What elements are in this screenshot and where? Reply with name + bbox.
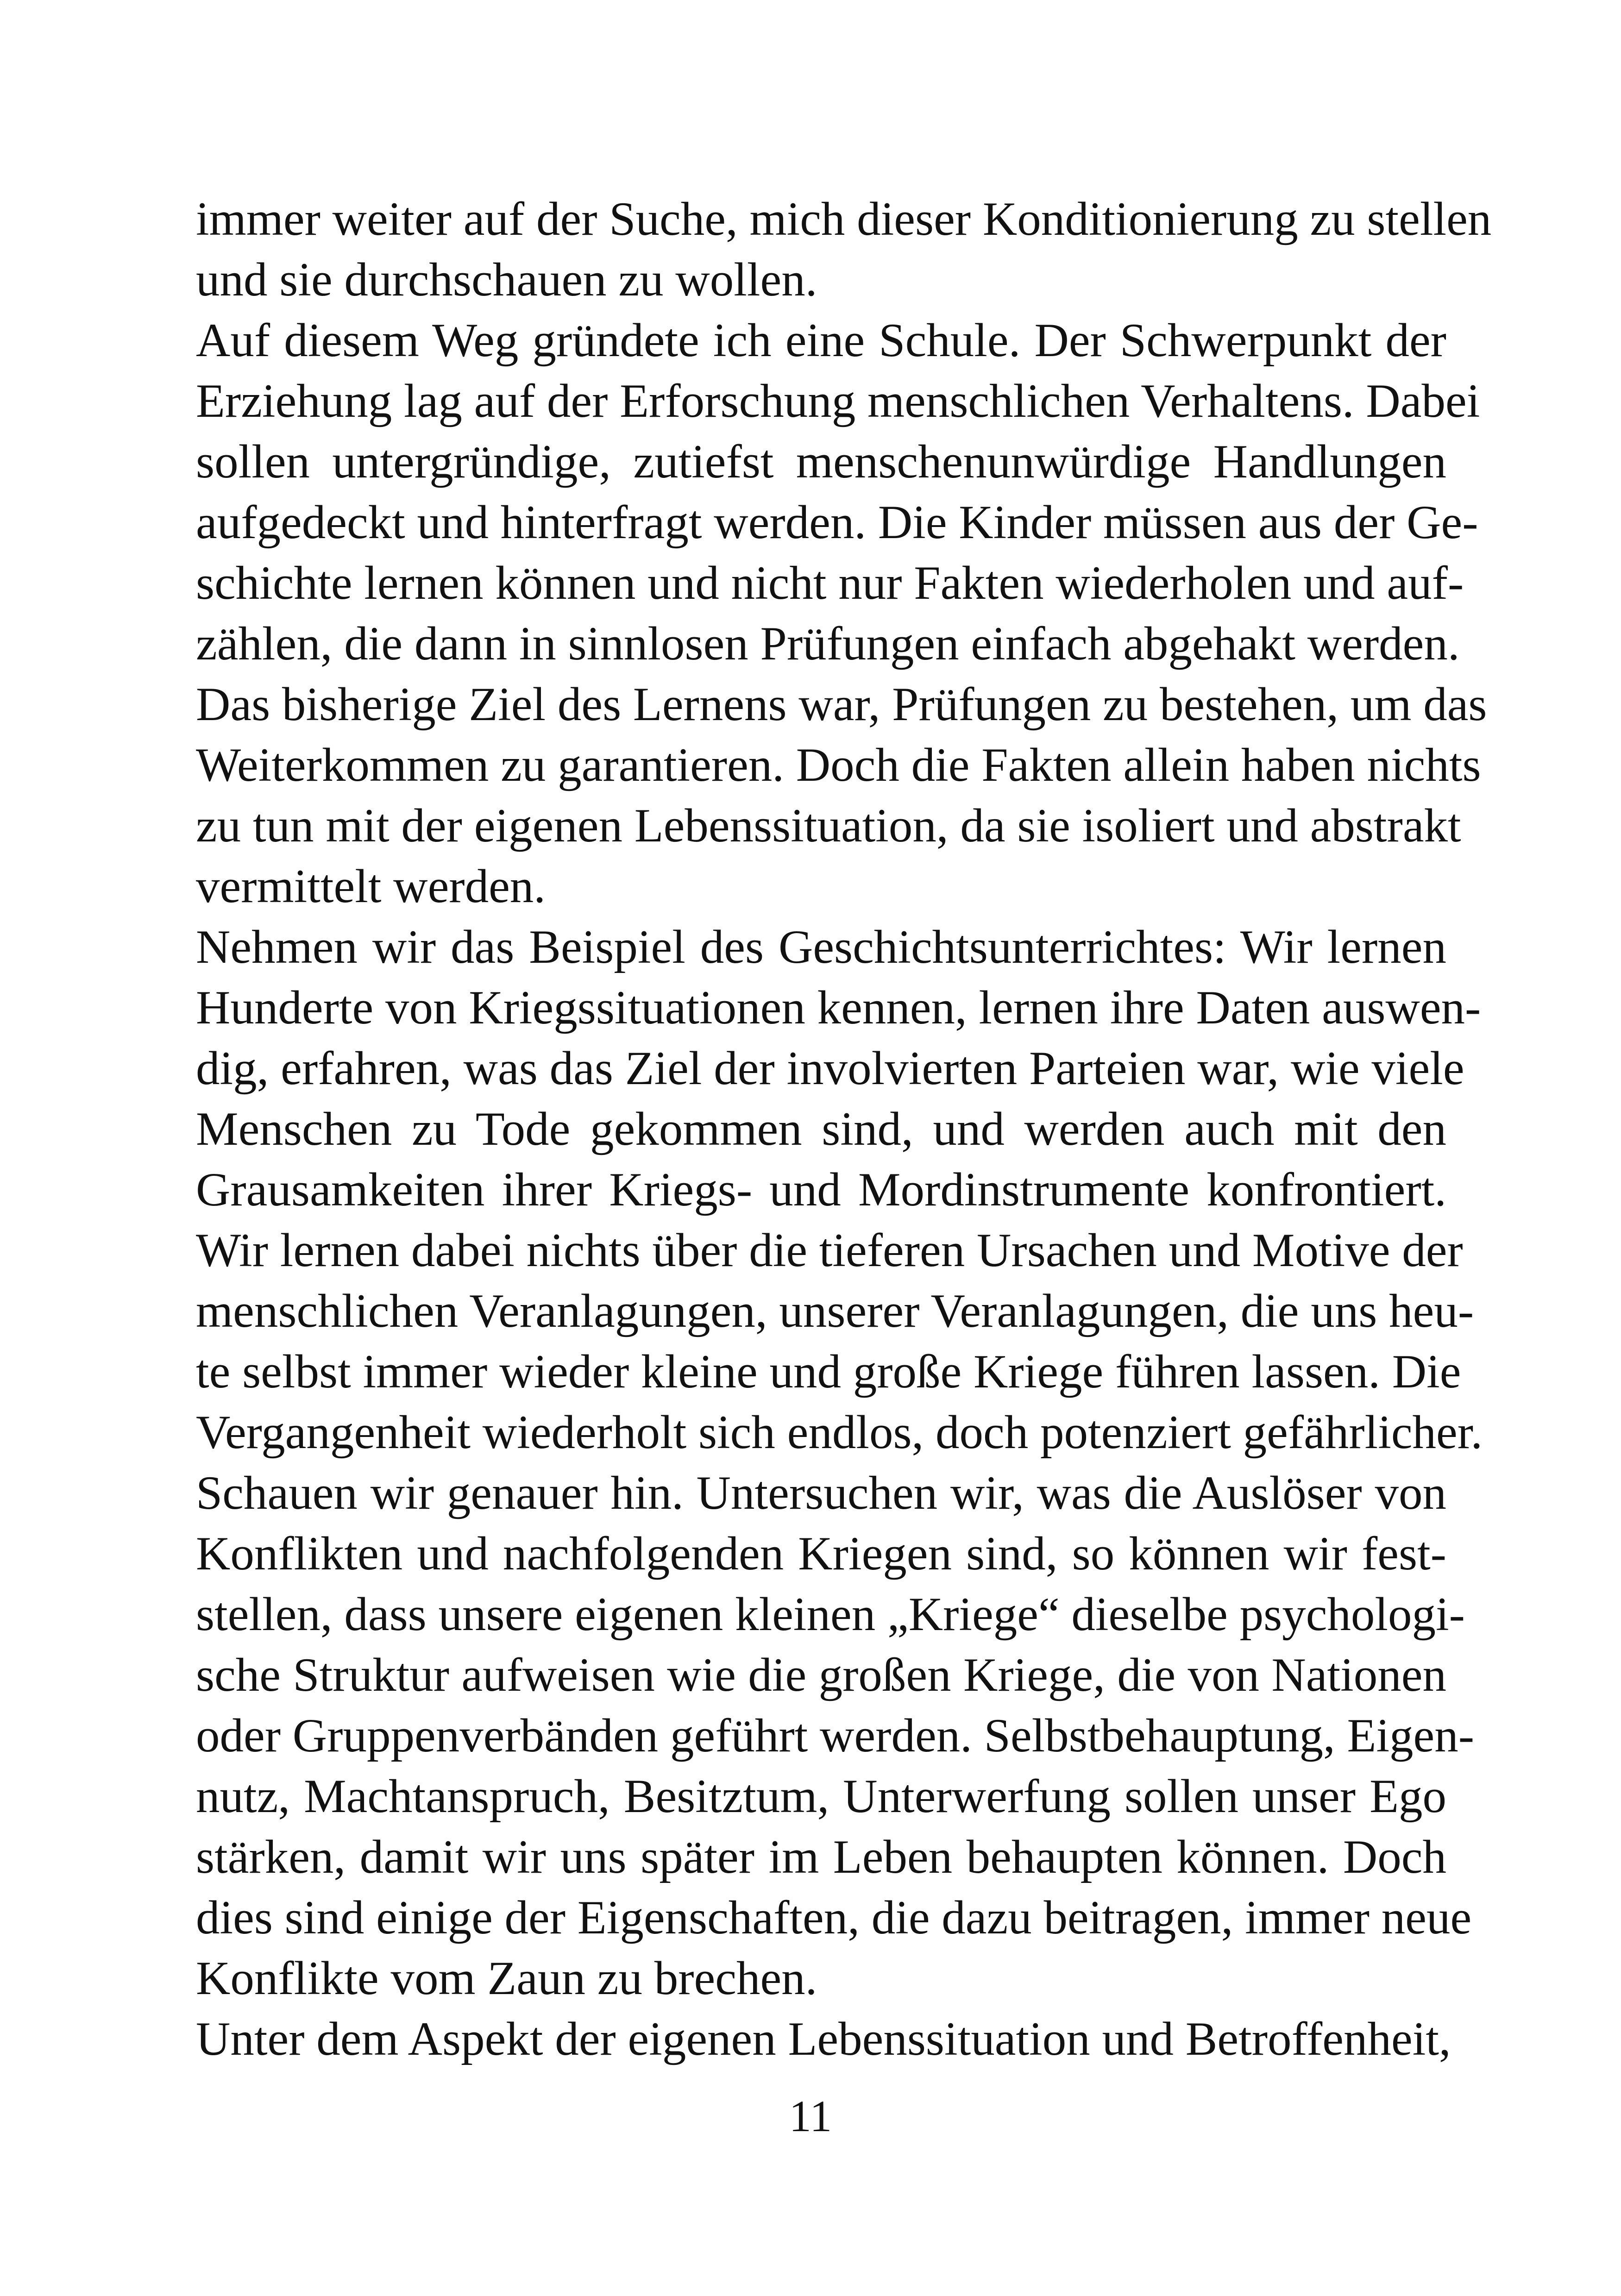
text-line: Menschen zu Tode gekommen sind, und werden auch mit den — [196, 1103, 1446, 1155]
text-line: aufgedeckt und hinterfragt werden. Die Kinder müssen aus der Ge- — [196, 496, 1478, 549]
text-line: Nehmen wir das Beispiel des Geschichtsunterrichtes: Wir lernen — [196, 921, 1446, 973]
text-line: sollen untergründige, zutiefst menschenunwürdige Handlungen — [196, 435, 1446, 488]
text-line: schichte lernen können und nicht nur Fakten wiederholen und auf- — [196, 557, 1464, 609]
body-text — [196, 189, 1492, 2070]
text-line: oder Gruppenverbänden geführt werden. Selbstbehauptung, Eigen- — [196, 1709, 1475, 1762]
text-line: Vergangenheit wiederholt sich endlos, doch potenziert gefährlicher. — [196, 1406, 1483, 1459]
text-line: Grausamkeiten ihrer Kriegs- und Mordinstrumente konfrontiert. — [196, 1163, 1446, 1216]
text-line: dig, erfahren, was das Ziel der involvierten Parteien war, wie viele — [196, 1042, 1464, 1095]
text-line: Unter dem Aspekt der eigenen Lebenssituation und Betroffenheit, — [196, 2013, 1451, 2065]
text-line: Konflikten und nachfolgenden Kriegen sind, so können wir fest- — [196, 1527, 1446, 1580]
text-line: dies sind einige der Eigenschaften, die dazu beitragen, immer neue — [196, 1891, 1472, 1944]
page-number: 11 — [789, 2091, 832, 2141]
text-line: Schauen wir genauer hin. Untersuchen wir, was die Auslöser von — [196, 1467, 1446, 1519]
text-line: Erziehung lag auf der Erforschung menschlichen Verhaltens. Dabei — [196, 375, 1480, 427]
text-line: zählen, die dann in sinnlosen Prüfungen einfach abgehakt werden. — [196, 617, 1460, 670]
text-line: Weiterkommen zu garantieren. Doch die Fakten allein haben nichts — [196, 739, 1481, 791]
text-line: zu tun mit der eigenen Lebenssituation, da sie isoliert und abstrakt — [196, 799, 1461, 852]
text-line: menschlichen Veranlagungen, unserer Veranlagungen, die uns heu- — [196, 1285, 1474, 1337]
text-line: Hunderte von Kriegssituationen kennen, lernen ihre Daten auswen- — [196, 981, 1481, 1034]
text-line: Wir lernen dabei nichts über die tieferen Ursachen und Motive der — [196, 1224, 1463, 1277]
text-line: te selbst immer wieder kleine und große Kriege führen lassen. Die — [196, 1345, 1461, 1398]
text-line: nutz, Machtanspruch, Besitztum, Unterwerfung sollen unser Ego — [196, 1770, 1446, 1823]
text-line: Auf diesem Weg gründete ich eine Schule. Der Schwerpunkt der — [196, 314, 1446, 367]
text-line: Das bisherige Ziel des Lernens war, Prüfungen zu bestehen, um das — [196, 678, 1487, 731]
text-line: vermittelt werden. — [196, 860, 546, 913]
text-line: sche Struktur aufweisen wie die großen Kriege, die von Nationen — [196, 1649, 1446, 1701]
text-line: stellen, dass unsere eigenen kleinen „Kriege“ dieselbe psychologi- — [196, 1588, 1465, 1641]
text-line: und sie durchschauen zu wollen. — [196, 253, 817, 306]
text-line: immer weiter auf der Suche, mich dieser Konditionierung zu stellen — [196, 193, 1492, 245]
text-line: Konflikte vom Zaun zu brechen. — [196, 1952, 817, 2005]
text-line: stärken, damit wir uns später im Leben behaupten können. Doch — [196, 1831, 1446, 1883]
